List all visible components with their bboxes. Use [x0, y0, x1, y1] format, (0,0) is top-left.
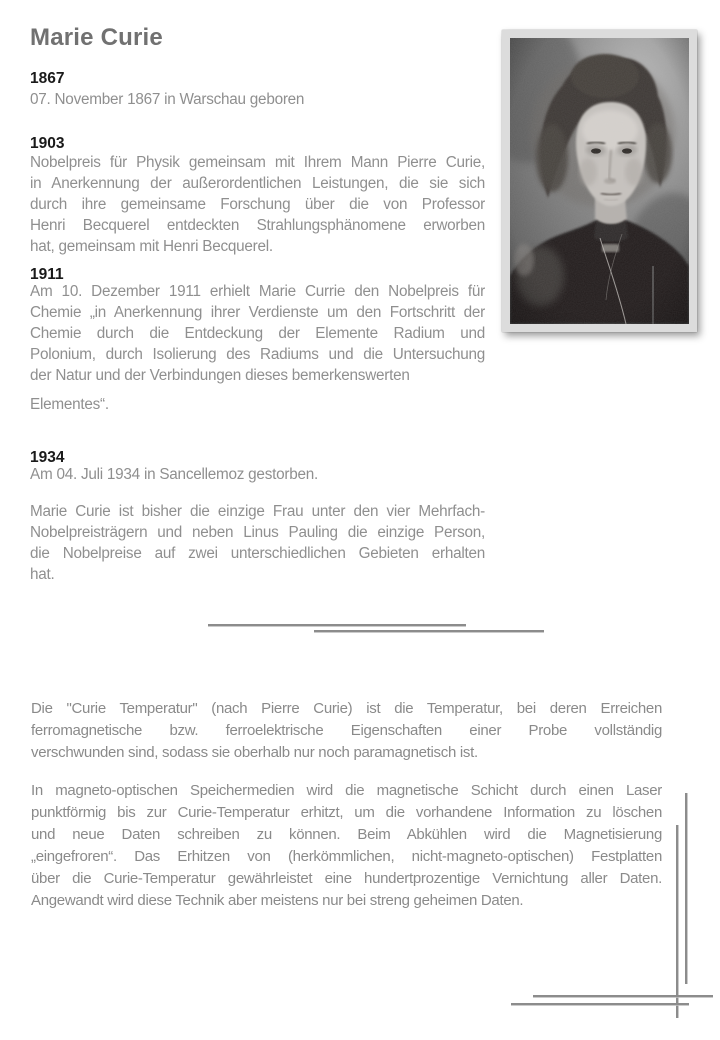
decor-vertical-line-left	[676, 825, 678, 1018]
text-line: verschwunden sind, sodass sie oberhalb nur noch paramagnetisch ist.	[31, 744, 478, 761]
text-line: Chemie durch die Entdeckung der Elemente Radium und	[30, 325, 485, 342]
decor-horizontal-line-upper	[533, 995, 713, 997]
paragraph-1867: 07. November 1867 in Warschau geboren	[30, 91, 305, 108]
paragraph-1903	[30, 152, 485, 257]
text-line: die Nobelpreise auf zwei unterschiedlichen Gebieten erhalten	[30, 545, 485, 562]
text-line: ferromagnetische bzw. ferroelektrische Eigenschaften einer Probe vollständig	[31, 722, 662, 739]
paragraph-bio-note	[30, 501, 485, 585]
divider-line-upper	[208, 624, 466, 626]
text-line: Henri Becquerel entdeckten Strahlungsphänomene erworben	[30, 217, 485, 234]
paragraph-1911-continued: Elementes“.	[30, 396, 109, 413]
text-line: hat, gemeinsam mit Henri Becquerel.	[30, 238, 273, 255]
year-heading-1903: 1903	[30, 135, 65, 152]
paragraph-1911	[30, 281, 485, 386]
decor-vertical-line-right	[685, 793, 687, 984]
paragraph-1934: Am 04. Juli 1934 in Sancellemoz gestorben.	[30, 466, 318, 483]
text-line: Angewandt wird diese Technik aber meistens nur bei streng geheimen Daten.	[31, 892, 524, 909]
paragraph-magneto-optical	[31, 780, 662, 912]
year-heading-1911: 1911	[30, 266, 64, 283]
text-line: Polonium, durch Isolierung des Radiums und die Untersuchung	[30, 346, 485, 363]
year-heading-1867: 1867	[30, 70, 65, 87]
paragraph-curie-temperature	[31, 698, 662, 764]
text-line: Nobelpreis für Physik gemeinsam mit Ihrem Mann Pierre Curie,	[30, 154, 485, 171]
decor-horizontal-line-lower	[511, 1003, 689, 1005]
text-line: Marie Curie ist bisher die einzige Frau unter den vier Mehrfach-	[30, 503, 485, 520]
text-line: in Anerkennung der außerordentlichen Leistungen, die sie sich	[30, 175, 485, 192]
page-title: Marie Curie	[30, 24, 163, 51]
text-line: Die "Curie Temperatur" (nach Pierre Curie) ist die Temperatur, bei deren Erreichen	[31, 700, 662, 717]
text-line: über die Curie-Temperatur gewährleistet eine hundertprozentige Vernichtung aller Daten.	[31, 870, 662, 887]
text-line: In magneto-optischen Speichermedien wird die magnetische Schicht durch einen Laser	[31, 782, 662, 799]
marie-curie-portrait-image	[510, 38, 689, 324]
text-line: „eingefroren“. Das Erhitzen von (herkömmlichen, nicht-magneto-optischen) Festplatten	[31, 848, 662, 865]
year-heading-1934: 1934	[30, 449, 65, 466]
divider-line-lower	[314, 630, 544, 632]
text-line: durch ihre gemeinsame Forschung über die von Professor	[30, 196, 485, 213]
text-line: punktförmig bis zur Curie-Temperatur erhitzt, um die vorhandene Information zu löschen	[31, 804, 662, 821]
text-line: Chemie „in Anerkennung ihrer Verdienste um den Fortschritt der	[30, 304, 485, 321]
marie-curie-photo	[502, 30, 697, 332]
text-line: und neue Daten schreiben zu können. Beim Abkühlen wird die Magnetisierung	[31, 826, 662, 843]
text-line: Am 10. Dezember 1911 erhielt Marie Currie den Nobelpreis für	[30, 283, 485, 300]
text-line: der Natur und der Verbindungen dieses bemerkenswerten	[30, 367, 410, 384]
text-line: Nobelpreisträgern und neben Linus Pauling die einzige Person,	[30, 524, 485, 541]
text-line: hat.	[30, 566, 55, 583]
